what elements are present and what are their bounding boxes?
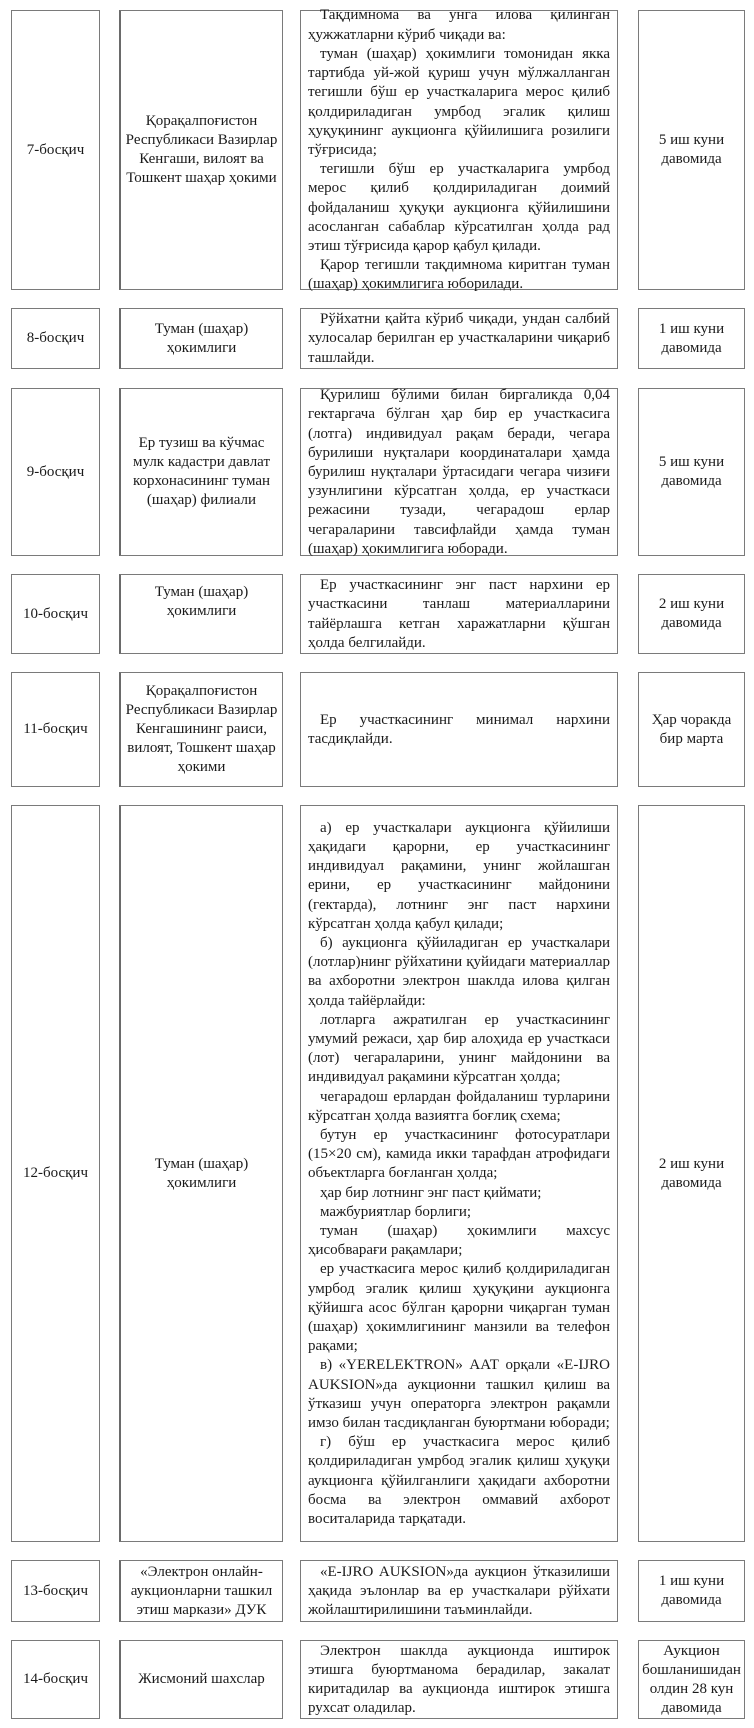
action-paragraph: чегарадош ерлардан фойдаланиш турларини кўрсатган ҳолда вазиятга боғлиқ схема; (308, 1088, 610, 1124)
table-row (0, 308, 754, 369)
action-cell (300, 574, 618, 654)
table-row (0, 388, 754, 556)
action-cell (300, 1560, 618, 1622)
action-paragraph: туман (шаҳар) ҳокимлиги томонидан якка тартибда уй-жой қуриш учун мўлжалланган тегишли бўш ер участкаларига мерос қилиб қолдириладиган умрбод эгалик қилиш ҳуқуқининг аукционга қўйилишига розилиги тўғрисида; (308, 45, 610, 158)
term-label: 1 иш куни давомида (658, 1573, 725, 1608)
term-label: 5 иш куни давомида (658, 454, 725, 489)
term-cell (638, 672, 745, 787)
action-paragraph: «E-IJRO AUKSION»да аукцион ўтказилиши ҳақида эълонлар ва ер участкалари рўйхати жойлаштирилишини таъминлайди. (308, 1563, 610, 1619)
stage-cell (11, 1560, 100, 1622)
actor-cell (119, 574, 283, 654)
term-label: 2 иш куни давомида (658, 1155, 725, 1191)
stage-label: 12-босқич (22, 1165, 89, 1181)
table-row (0, 1560, 754, 1622)
term-label: Ҳар чоракда бир марта (651, 711, 732, 747)
action-cell (300, 308, 618, 369)
stage-cell (11, 10, 100, 290)
actor-label: Қорақалпоғистон Республикаси Вазирлар Кенгашининг раиси, вилоят, Тошкент шаҳар ҳокими (125, 683, 278, 775)
action-paragraph: ер участкасига мерос қилиб қолдириладиган умрбод эгалик қилиш ҳуқуқини аукционга қўйишга асос бўлган қарорни чиқарган туман (шаҳар) ҳокимлигининг манзили ва телефон рақами; (308, 1261, 610, 1355)
stage-cell (11, 805, 100, 1542)
action-paragraph: а) ер участкалари аукционга қўйилиши ҳақидаги қарорни, ер участкасининг индивидуал рақамини, унинг жойлашган ерини, ер участкасининг майдонини (гектарда), лотнинг энг паст нархини кўрсатган ҳолда қабул қилади; (308, 819, 610, 932)
actor-cell (119, 388, 283, 556)
stage-cell (11, 574, 100, 654)
action-cell (300, 672, 618, 787)
action-paragraph: туман (шаҳар) ҳокимлиги махсус ҳисобварағи рақамлари; (308, 1223, 610, 1259)
action-cell (300, 1640, 618, 1719)
table-row (0, 672, 754, 787)
table-row (0, 1640, 754, 1719)
action-paragraph: Рўйхатни қайта кўриб чиқади, ундан салбий хулосалар берилган ер участкаларини чиқариб ташлайди. (308, 311, 610, 366)
stage-cell (11, 1640, 100, 1719)
term-cell (638, 388, 745, 556)
action-cell (300, 805, 618, 1542)
stage-cell (11, 388, 100, 556)
term-label: 1 иш куни давомида (658, 320, 725, 356)
actor-cell (119, 805, 283, 1542)
actor-cell (119, 308, 283, 369)
actor-cell (119, 10, 283, 290)
stage-label: 10-босқич (22, 605, 89, 622)
actor-label: «Электрон онлайн-аукционларни ташкил этиш маркази» ДУК (130, 1563, 273, 1618)
actor-label: Туман (шаҳар) ҳокимлиги (154, 320, 249, 356)
stage-cell (11, 672, 100, 787)
action-paragraph: Қарор тегишли тақдимнома киритган туман (шаҳар) ҳокимлигига юборилади. (308, 257, 610, 293)
action-paragraph: мажбуриятлар борлиги; (320, 1203, 472, 1220)
term-cell (638, 308, 745, 369)
actor-label: Жисмоний шахслар (138, 1671, 265, 1687)
term-cell (638, 10, 745, 290)
stage-cell (11, 308, 100, 369)
stage-label: 8-босқич (26, 330, 85, 346)
actor-cell (119, 672, 283, 787)
action-paragraph: Ер участкасининг минимал нархини тасдиқлайди. (308, 711, 610, 747)
actor-label: Қорақалпоғистон Республикаси Вазирлар Кенгаши, вилоят ва Тошкент шаҳар ҳокими (125, 113, 278, 186)
table-row (0, 7, 754, 293)
actor-label: Ер тузиш ва кўчмас мулк кадастри давлат корхонасининг туман (шаҳар) филиали (132, 435, 271, 508)
term-cell (638, 1640, 745, 1719)
action-paragraph: ҳар бир лотнинг энг паст қиймати; (320, 1184, 542, 1201)
term-label: 2 иш куни давомида (658, 596, 725, 631)
term-cell (638, 574, 745, 654)
actor-label: Туман (шаҳар) ҳокимлиги (154, 1155, 249, 1191)
action-paragraph: тегишли бўш ер участкаларига умрбод мерос қилиб қолдириладиган доимий фойдаланиш ҳуқуқи аукционга қўйилишини асосланган сабаблар кўрсатилган ҳолда рад этиш тўғрисида қарор қабул қилади. (308, 161, 610, 254)
stage-label: 9-босқич (26, 463, 85, 480)
action-paragraph: г) бўш ер участкасига мерос қилиб қолдириладиган умрбод эгалик қилиш ҳуқуқи аукционга қўйилганлиги ҳақидаги ахборотни босма ва электрон оммавий ахборот воситаларида тарқатади. (308, 1434, 610, 1528)
actor-cell (119, 1560, 283, 1622)
term-label: Аукцион бошланишидан олдин 28 кун давомида (642, 1642, 741, 1716)
table-row (0, 805, 754, 1542)
actor-cell (119, 1640, 283, 1719)
stage-label: 11-босқич (23, 721, 88, 737)
action-paragraph: б) аукционга қўйиладиган ер участкалари (лотлар)нинг рўйхатини қуйидаги материаллар ва ахборотни электрон шаклда илова қилган ҳолда тайёрлайди: (308, 934, 610, 1009)
action-paragraph: в) «YERELEKTRON» ААТ орқали «E-IJRO AUKSION»да аукционни ташкил қилиш ва ўтказиш учун операторга электрон рақамли имзо билан тасдиқланган буюртмани юборади; (308, 1357, 610, 1432)
stage-label: 7-босқич (26, 141, 85, 158)
action-paragraph: Ер участкасининг энг паст нархини ер участкасини танлаш материалларини тайёрлашга кетган харажатларни қўшган ҳолда белгилайди. (308, 577, 610, 651)
stage-label: 13-босқич (22, 1582, 89, 1599)
table-row (0, 574, 754, 654)
term-cell (638, 1560, 745, 1622)
action-paragraph: лотларга ажратилган ер участкасининг умумий режаси, ҳар бир алоҳида ер участкаси (лот) чегараларини, унинг майдонини ва индивидуал рақамини кўрсатган ҳолда; (308, 1011, 610, 1086)
term-cell (638, 805, 745, 1542)
action-paragraph: Тақдимнома ва унга илова қилинган ҳужжатларни кўриб чиқади ва: (308, 7, 610, 43)
action-paragraph: Электрон шаклда аукционда иштирок этишга буюртманома берадилар, закалат киритадилар ва аукционда иштирок этишга рухсат оладилар. (308, 1642, 610, 1717)
action-cell (300, 7, 618, 293)
actor-label: Туман (шаҳар) ҳокимлиги (154, 584, 249, 619)
term-label: 5 иш куни давомида (658, 132, 725, 167)
stage-label: 14-босқич (22, 1671, 89, 1687)
action-cell (300, 388, 618, 556)
action-paragraph: Қурилиш бўлими билан биргаликда 0,04 гектаргача бўлган ҳар бир ер участкасига (лотга) индивидуал рақам беради, чегара бурилиши нуқталари координаталари ҳамда бурилиш нуқталари ўртасидаги чегара чизиғи узунлигини кўрсатган ҳолда, ер участкаси режасини тузади, чегарадош ерлар чегараларини тавсифлайди ҳамда туман (шаҳар) ҳокимлигига юборади. (308, 387, 610, 557)
action-paragraph: бутун ер участкасининг фотосуратлари (15×20 см), камида икки тарафдан атрофидаги объектларга боғланган ҳолда; (308, 1126, 610, 1182)
